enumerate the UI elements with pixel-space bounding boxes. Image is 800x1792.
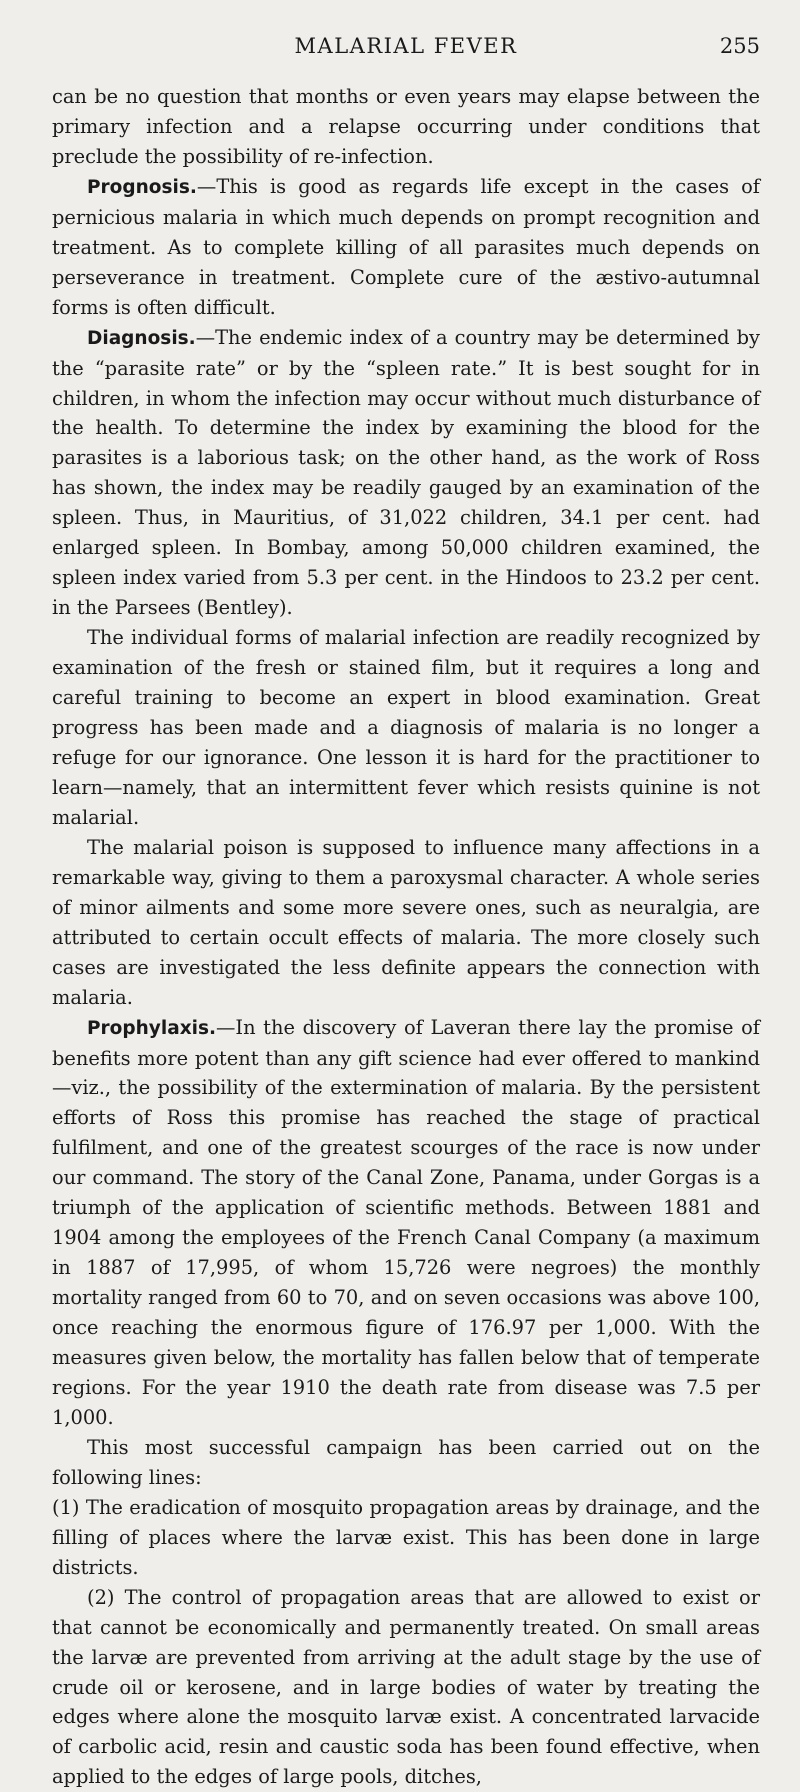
paragraph-text: —This is good as regards life except in the cases of pernicious malaria in which much depends on prompt recognition and treatment. As to complete killing of all parasites much depends on perseverance in treatment. Complete cure of the æstivo-autumnal forms is often difficult. <box>52 174 760 319</box>
paragraph-text: This most successful campaign has been carried out on the following lines: <box>52 1435 760 1489</box>
paragraph-campaign <box>52 1433 760 1493</box>
section-heading-prognosis: Prognosis. <box>87 176 197 198</box>
paragraph-text: —In the discovery of Laveran there lay the promise of benefits more potent than any gift science had ever offered to mankind—viz., the possibility of the extermination of malaria. By the persistent efforts of Ross this promise has reached the stage of practical fulfilment, and one of the greatest scourges of the race is now under our command. The story of the Canal Zone, Panama, under Gorgas is a triumph of the application of scientific methods. Between 1881 and 1904 among the employees of the French Canal Company (a maximum in 1887 of 17,995, of whom 15,726 were negroes) the monthly mortality ranged from 60 to 70, and on seven occasions was above 100, once reaching the enormous figure of 176.97 per 1,000. With the measures given below, the mortality has fallen below that of temperate regions. For the year 1910 the death rate from disease was 7.5 per 1,000. <box>52 1015 760 1429</box>
section-heading-diagnosis: Diagnosis. <box>87 327 196 349</box>
list-item-2 <box>52 1583 760 1792</box>
paragraph-text: —The endemic index of a country may be determined by the “parasite rate” or by the “spleen rate.” It is best sought for in children, in whom the infection may occur without much disturbance of the health. To determine the index by examining the blood for the parasites is a laborious task; on the other hand, as the work of Ross has shown, the index may be readily gauged by an examination of the spleen. Thus, in Mauritius, of 31,022 children, 34.1 per cent. had enlarged spleen. In Bombay, among 50,000 children examined, the spleen index varied from 5.3 per cent. in the Hindoos to 23.2 per cent. in the Parsees (Bentley). <box>52 325 760 620</box>
paragraph-diagnosis <box>52 323 760 624</box>
paragraph-text: can be no question that months or even years may elapse between the primary infection and a relapse occurring under conditions that preclude the possibility of re-infection. <box>52 85 760 168</box>
list-item-1 <box>52 1493 760 1583</box>
body-text <box>52 82 760 1792</box>
paragraph-prognosis <box>52 172 760 323</box>
running-head <box>52 34 760 64</box>
paragraph-continuation <box>52 82 760 172</box>
section-heading-prophylaxis: Prophylaxis. <box>87 1017 217 1039</box>
running-title: MALARIAL FEVER <box>294 34 518 58</box>
paragraph-malarial-poison <box>52 833 760 1013</box>
paragraph-individual-forms <box>52 623 760 833</box>
paragraph-prophylaxis <box>52 1013 760 1433</box>
paragraph-text: The malarial poison is supposed to influence many affections in a remarkable way, giving to them a paroxysmal character. A whole series of minor ailments and some more severe ones, such as neuralgia, are attributed to certain occult effects of malaria. The more closely such cases are investigated the less definite appears the connection with malaria. <box>52 835 760 1009</box>
page-number: 255 <box>719 34 760 58</box>
paragraph-text: The individual forms of malarial infection are readily recognized by examination of the fresh or stained film, but it requires a long and careful training to become an expert in blood examination. Great progress has been made and a diagnosis of malaria is no longer a refuge for our ignorance. One lesson it is hard for the practitioner to learn—namely, that an intermittent fever which resists quinine is not malarial. <box>52 626 760 829</box>
paragraph-text: (2) The control of propagation areas that are allowed to exist or that cannot be economically and permanently treated. On small areas the larvæ are prevented from arriving at the adult stage by the use of crude oil or kerosene, and in large bodies of water by treating the edges where alone the mosquito larvæ exist. A concentrated larvacide of carbolic acid, resin and caustic soda has been found effective, when applied to the edges of large pools, ditches, <box>52 1585 760 1789</box>
paragraph-text: (1) The eradication of mosquito propagation areas by drainage, and the filling of places where the larvæ exist. This has been done in large districts. <box>52 1495 760 1579</box>
